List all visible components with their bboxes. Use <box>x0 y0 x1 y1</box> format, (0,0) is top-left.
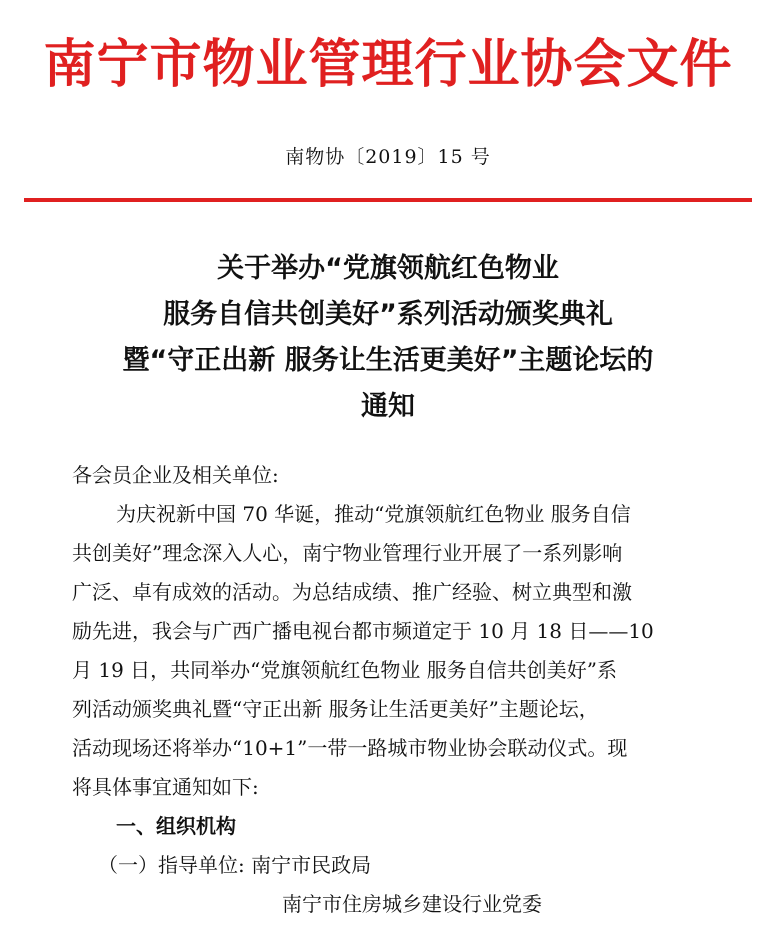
paragraph-line: 广泛、卓有成效的活动。为总结成绩、推广经验、树立典型和激 <box>72 580 632 604</box>
title-line: 服务自信共创美好”系列活动颁奖典礼 <box>163 299 613 330</box>
paragraph-line: 为庆祝新中国 70 华诞，推动“党旗领航红色物业 服务自信 <box>116 502 631 526</box>
paragraph-line: 将具体事宜通知如下: <box>72 775 259 799</box>
paragraph-line: 励先进，我会与广西广播电视台都市频道定于 10 月 18 日——10 <box>72 619 654 643</box>
paragraph-line: 列活动颁奖典礼暨“守正出新 服务让生活更美好”主题论坛， <box>72 697 599 721</box>
notice-body <box>72 456 732 924</box>
masthead-title: 南宁市物业管理行业协会文件 <box>43 35 733 95</box>
salutation: 各会员企业及相关单位: <box>72 463 279 487</box>
title-line: 暨“守正出新 服务让生活更美好”主题论坛的 <box>122 345 654 376</box>
title-line: 通知 <box>361 391 415 422</box>
red-divider-line <box>24 198 752 202</box>
paragraph-line: 活动现场还将举办“10+1”一带一路城市物业协会联动仪式。现 <box>72 736 628 760</box>
paragraph-line: 月 19 日，共同举办“党旗领航红色物业 服务自信共创美好”系 <box>72 658 617 682</box>
org-row-guiding-unit: （一）指导单位: 南宁市民政局 <box>98 853 372 877</box>
org-row-guiding-unit-2: 南宁市住房城乡建设行业党委 <box>282 892 542 916</box>
section-heading: 一、组织机构 <box>116 814 236 838</box>
paragraph-line: 共创美好”理念深入人心，南宁物业管理行业开展了一系列影响 <box>72 541 623 565</box>
title-line: 关于举办“党旗领航红色物业 <box>217 253 559 284</box>
document-number: 南物协〔2019〕15 号 <box>285 146 491 168</box>
notice-title <box>0 246 776 430</box>
